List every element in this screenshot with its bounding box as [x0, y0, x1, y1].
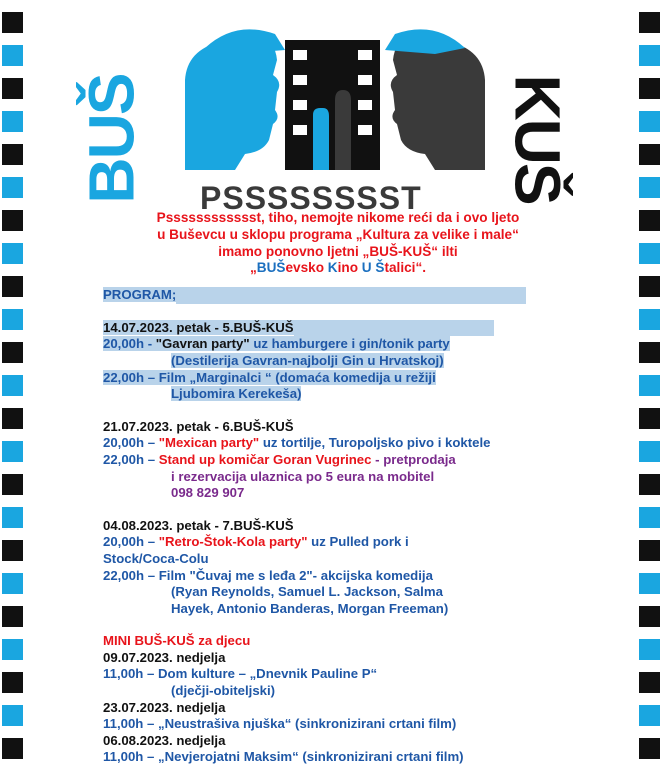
- event-block: [103, 419, 573, 502]
- film-hole: [639, 12, 660, 33]
- film-hole: [2, 474, 23, 495]
- film-hole: [639, 639, 660, 660]
- film-hole: [639, 177, 660, 198]
- event-block: [103, 518, 573, 618]
- mini-title: MINI BUŠ-KUŠ za djecu: [103, 633, 251, 649]
- event-date: 04.08.2023. petak - 7.BUŠ-KUŠ: [103, 517, 294, 533]
- silhouettes-illustration: [165, 20, 505, 180]
- film-hole: [2, 672, 23, 693]
- film-hole: [639, 474, 660, 495]
- film-hole: [639, 507, 660, 528]
- event-item: 20,00h - "Gavran party" uz hamburgere i gin/tonik party: [103, 336, 450, 352]
- program-title: PROGRAM;: [103, 287, 573, 304]
- film-hole: [2, 78, 23, 99]
- event-item: 22,00h – Film „Marginalci “ (domaća komedija u režiji: [103, 369, 436, 385]
- event-date: 06.08.2023. nedjelja: [103, 732, 226, 748]
- film-hole: [2, 210, 23, 231]
- event-date: 23.07.2023. nedjelja: [103, 699, 226, 715]
- logo-kus-text: KUŠ: [501, 74, 574, 204]
- film-hole: [2, 705, 23, 726]
- event-item-detail: Ljubomira Kerekeša): [171, 386, 302, 402]
- film-hole: [639, 705, 660, 726]
- film-hole: [639, 672, 660, 693]
- film-hole: [2, 573, 23, 594]
- film-hole: [2, 606, 23, 627]
- event-item-detail: Stock/Coca-Colu: [103, 550, 209, 566]
- event-date: 14.07.2023. petak - 5.BUŠ-KUŠ: [103, 320, 573, 337]
- program-content: [103, 210, 573, 766]
- film-hole: [639, 210, 660, 231]
- film-hole: [2, 276, 23, 297]
- event-item: 11,00h – „Neustrašiva njuška“ (sinkronizirani crtani film): [103, 716, 457, 732]
- event-date: 09.07.2023. nedjelja: [103, 649, 226, 665]
- film-hole: [2, 738, 23, 759]
- film-hole: [639, 144, 660, 165]
- film-hole: [639, 408, 660, 429]
- event-item: 11,00h – Dom kulture – „Dnevnik Pauline P“: [103, 666, 378, 682]
- film-hole: [639, 573, 660, 594]
- right-finger-icon: [335, 90, 351, 170]
- film-strip-right: [637, 0, 663, 751]
- logo-bus-text: BUŠ: [75, 74, 148, 204]
- film-strip-left: [0, 0, 26, 751]
- mini-program: [103, 633, 573, 766]
- event-item: 22,00h – Film "Čuvaj me s leđa 2"- akcijska komedija: [103, 567, 433, 583]
- left-finger-icon: [313, 108, 329, 170]
- film-hole: [639, 540, 660, 561]
- event-date: 21.07.2023. petak - 6.BUŠ-KUŠ: [103, 418, 294, 434]
- film-hole: [639, 738, 660, 759]
- film-hole: [2, 507, 23, 528]
- right-face-silhouette: [391, 38, 485, 170]
- film-hole: [639, 342, 660, 363]
- film-hole: [2, 144, 23, 165]
- film-hole: [639, 441, 660, 462]
- film-hole: [639, 606, 660, 627]
- event-block: [103, 320, 573, 403]
- event-item-detail: (dječji-obiteljski): [171, 683, 276, 699]
- film-hole: [2, 639, 23, 660]
- film-hole: [2, 441, 23, 462]
- film-hole: [2, 540, 23, 561]
- film-hole: [2, 309, 23, 330]
- event-item-detail: (Destilerija Gavran-najbolji Gin u Hrvatskoj): [171, 352, 444, 368]
- film-hole: [639, 375, 660, 396]
- left-face-silhouette: [185, 38, 279, 170]
- film-hole: [639, 111, 660, 132]
- film-hole: [2, 243, 23, 264]
- film-hole: [2, 12, 23, 33]
- right-cap: [385, 29, 465, 54]
- film-hole: [2, 177, 23, 198]
- bus-kus-logo: [75, 20, 575, 220]
- film-hole: [639, 45, 660, 66]
- film-hole: [639, 78, 660, 99]
- intro-line: imamo ponovno ljetni „BUŠ-KUŠ“ ilti: [218, 243, 458, 259]
- event-item: 20,00h – "Mexican party" uz tortilje, Turopoljsko pivo i koktele: [103, 435, 491, 451]
- film-hole: [2, 342, 23, 363]
- film-hole: [2, 111, 23, 132]
- logo-left-word: [75, 42, 155, 212]
- event-item-detail: i rezervacija ulaznica po 5 eura na mobitel: [171, 468, 435, 484]
- intro-line: Psssssssssssst, tiho, nemojte nikome reći da i ovo ljeto: [156, 210, 520, 225]
- film-hole: [639, 309, 660, 330]
- event-item-detail: (Ryan Reynolds, Samuel L. Jackson, Salma: [171, 584, 443, 600]
- film-hole: [639, 276, 660, 297]
- intro-line: „BUŠevsko Kino U Štalici“.: [249, 260, 427, 276]
- event-item-detail: 098 829 907: [171, 485, 245, 501]
- event-item-detail: Hayek, Antonio Banderas, Morgan Freeman): [171, 600, 449, 616]
- film-hole: [2, 408, 23, 429]
- film-hole: [2, 375, 23, 396]
- left-cap: [205, 29, 285, 54]
- intro-paragraph: [103, 210, 573, 277]
- event-item: 20,00h – "Retro-Štok-Kola party" uz Pulled pork i: [103, 534, 409, 550]
- film-hole: [639, 243, 660, 264]
- event-item: 22,00h – Stand up komičar Goran Vugrinec - pretprodaja: [103, 451, 456, 467]
- logo-right-word: [501, 42, 575, 212]
- event-item: 11,00h – „Nevjerojatni Maksim“ (sinkronizirani crtani film): [103, 749, 464, 765]
- film-hole: [2, 45, 23, 66]
- logo-tagline: PSSSSSSSST: [200, 180, 422, 216]
- intro-line: u Buševcu u sklopu programa „Kultura za velike i male“: [157, 226, 519, 242]
